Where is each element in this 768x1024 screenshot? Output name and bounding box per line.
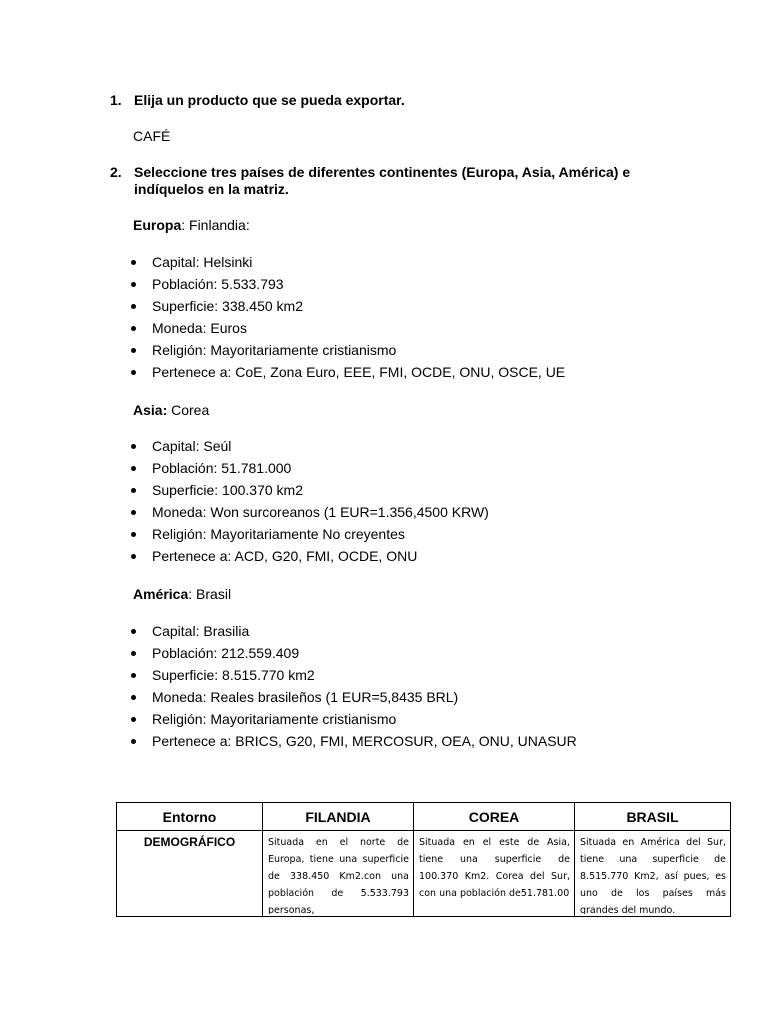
region-country: Corea	[167, 402, 210, 418]
column-header-brasil: BRASIL	[575, 803, 731, 831]
country-facts-finlandia	[0, 251, 620, 383]
column-header-filandia: FILANDIA	[263, 803, 414, 831]
region-country: : Brasil	[188, 586, 232, 602]
list-item: Pertenece a: ACD, G20, FMI, OCDE, ONU	[0, 545, 620, 567]
list-item: Religión: Mayoritariamente cristianismo	[0, 339, 620, 361]
country-facts-corea	[0, 435, 620, 567]
question-1-number: 1.	[110, 92, 122, 108]
region-heading-america	[133, 586, 231, 602]
list-item: Pertenece a: CoE, Zona Euro, EEE, FMI, OCDE, ONU, OSCE, UE	[0, 361, 620, 383]
region-label: Europa	[133, 217, 182, 233]
column-header-corea: COREA	[414, 803, 575, 831]
cell-text: Situada en América del Sur, tiene una superficie de 8.515.770 Km2, así pues, es uno de los países más grandes del mundo.	[580, 837, 726, 914]
list-item: Religión: Mayoritariamente cristianismo	[0, 708, 620, 730]
list-item: Superficie: 100.370 km2	[0, 479, 620, 501]
list-item: Moneda: Won surcoreanos (1 EUR=1.356,4500 KRW)	[0, 501, 620, 523]
list-item: Superficie: 8.515.770 km2	[0, 664, 620, 686]
question-2-number: 2.	[110, 164, 122, 180]
region-heading-asia	[133, 402, 209, 418]
column-header-entorno: Entorno	[117, 803, 263, 831]
comparison-matrix	[116, 802, 731, 917]
list-item: Población: 51.781.000	[0, 457, 620, 479]
table-row	[117, 831, 731, 917]
question-1-answer: CAFÉ	[133, 128, 171, 144]
row-header-demografico: DEMOGRÁFICO	[117, 831, 263, 917]
list-item: Capital: Seúl	[0, 435, 620, 457]
question-1	[110, 92, 674, 109]
table-cell	[263, 831, 414, 917]
list-item: Capital: Brasilia	[0, 620, 620, 642]
list-item: Moneda: Reales brasileños (1 EUR=5,8435 BRL)	[0, 686, 620, 708]
table-header-row	[117, 803, 731, 831]
region-label: América	[133, 586, 189, 602]
list-item: Capital: Helsinki	[0, 251, 620, 273]
region-heading-europa	[133, 217, 250, 233]
question-2-text: Seleccione tres países de diferentes continentes (Europa, Asia, América) e indíquelos en la matriz.	[134, 164, 631, 197]
question-2	[110, 164, 674, 198]
list-item: Población: 212.559.409	[0, 642, 620, 664]
question-1-text: Elija un producto que se pueda exportar.	[134, 92, 405, 108]
cell-text: Situada en el este de Asia, tiene una superficie de 100.370 Km2. Corea del Sur, con una población de51.781.00	[419, 837, 570, 899]
table-cell	[414, 831, 575, 917]
region-country: : Finlandia:	[181, 217, 250, 233]
country-facts-brasil	[0, 620, 620, 752]
list-item: Religión: Mayoritariamente No creyentes	[0, 523, 620, 545]
list-item: Superficie: 338.450 km2	[0, 295, 620, 317]
list-item: Moneda: Euros	[0, 317, 620, 339]
region-label: Asia:	[133, 402, 168, 418]
list-item: Población: 5.533.793	[0, 273, 620, 295]
cell-text: Situada en el norte de Europa, tiene una superficie de 338.450 Km2.con una población de 5.533.793 personas,	[268, 837, 409, 914]
list-item: Pertenece a: BRICS, G20, FMI, MERCOSUR, OEA, ONU, UNASUR	[0, 730, 620, 752]
table-cell	[575, 831, 731, 917]
